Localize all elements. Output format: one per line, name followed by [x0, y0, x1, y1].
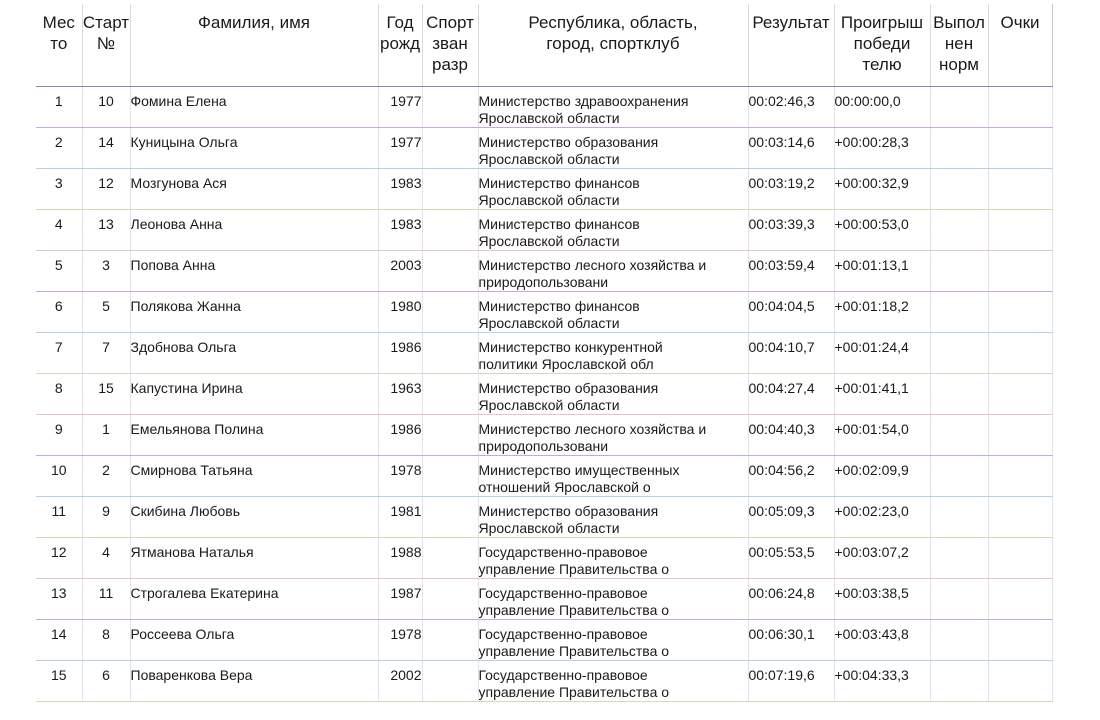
sport-rank-cell — [422, 332, 478, 373]
result-time-cell: 00:05:09,3 — [748, 496, 834, 537]
place-cell: 5 — [36, 250, 82, 291]
header-place: Мес то — [36, 4, 82, 86]
start-number-cell: 14 — [82, 127, 130, 168]
place-cell: 8 — [36, 373, 82, 414]
club-line: Министерство образования — [478, 133, 659, 150]
sport-rank-cell — [422, 291, 478, 332]
table-row — [36, 291, 1052, 332]
table-row — [36, 619, 1052, 660]
header-gap: Проигрыш победи телю — [834, 4, 930, 86]
header-start: Старт № — [82, 4, 130, 86]
results-table — [36, 4, 1053, 702]
table-row — [36, 209, 1052, 250]
birth-year-cell: 1987 — [378, 578, 422, 619]
birth-year-cell: 1977 — [378, 86, 422, 127]
points-cell — [988, 332, 1052, 373]
norm-cell — [930, 578, 988, 619]
birth-year-cell: 1977 — [378, 127, 422, 168]
result-time-cell: 00:02:46,3 — [748, 86, 834, 127]
club-line: Министерство финансов — [478, 174, 640, 191]
athlete-name-cell: Полякова Жанна — [130, 291, 378, 332]
points-cell — [988, 373, 1052, 414]
result-time-cell: 00:07:19,6 — [748, 660, 834, 701]
place-cell: 14 — [36, 619, 82, 660]
club-line: управление Правительства о — [478, 560, 670, 577]
club-line: Ярославской области — [478, 519, 620, 536]
club-line: отношений Ярославской о — [478, 478, 651, 495]
result-time-cell: 00:04:27,4 — [748, 373, 834, 414]
gap-to-winner-cell: +00:00:28,3 — [834, 127, 930, 168]
club-line: Министерство образования — [478, 379, 659, 396]
norm-cell — [930, 86, 988, 127]
club-line: Министерство лесного хозяйства и — [478, 420, 707, 437]
athlete-name-cell: Фомина Елена — [130, 86, 378, 127]
club-line: Ярославской области — [478, 109, 620, 126]
place-cell: 12 — [36, 537, 82, 578]
club-cell — [478, 373, 748, 414]
athlete-name-cell: Капустина Ирина — [130, 373, 378, 414]
athlete-name-cell: Емельянова Полина — [130, 414, 378, 455]
club-line: Министерство финансов — [478, 215, 640, 232]
points-cell — [988, 578, 1052, 619]
club-line: управление Правительства о — [478, 601, 670, 618]
gap-to-winner-cell: +00:00:32,9 — [834, 168, 930, 209]
norm-cell — [930, 496, 988, 537]
club-line: управление Правительства о — [478, 683, 670, 700]
birth-year-cell: 2003 — [378, 250, 422, 291]
start-number-cell: 6 — [82, 660, 130, 701]
birth-year-cell: 2002 — [378, 660, 422, 701]
club-line: Ярославской области — [478, 396, 620, 413]
athlete-name-cell: Мозгунова Ася — [130, 168, 378, 209]
club-line: Министерство имущественных — [478, 461, 680, 478]
result-time-cell: 00:06:24,8 — [748, 578, 834, 619]
sport-rank-cell — [422, 250, 478, 291]
start-number-cell: 3 — [82, 250, 130, 291]
start-number-cell: 13 — [82, 209, 130, 250]
table-row — [36, 660, 1052, 701]
result-time-cell: 00:06:30,1 — [748, 619, 834, 660]
header-rank: Спорт зван разр — [422, 4, 478, 86]
norm-cell — [930, 209, 988, 250]
club-line: Государственно-правовое — [478, 666, 648, 683]
points-cell — [988, 209, 1052, 250]
club-line: Министерство финансов — [478, 297, 640, 314]
club-line: политики Ярославской обл — [478, 355, 654, 372]
sport-rank-cell — [422, 537, 478, 578]
start-number-cell: 12 — [82, 168, 130, 209]
norm-cell — [930, 537, 988, 578]
header-result: Результат — [748, 4, 834, 86]
start-number-cell: 1 — [82, 414, 130, 455]
place-cell: 6 — [36, 291, 82, 332]
header-club: Республика, область, город, спортклуб — [478, 4, 748, 86]
table-row — [36, 168, 1052, 209]
athlete-name-cell: Здобнова Ольга — [130, 332, 378, 373]
points-cell — [988, 455, 1052, 496]
sport-rank-cell — [422, 496, 478, 537]
start-number-cell: 15 — [82, 373, 130, 414]
athlete-name-cell: Россеева Ольга — [130, 619, 378, 660]
points-cell — [988, 127, 1052, 168]
sport-rank-cell — [422, 455, 478, 496]
points-cell — [988, 619, 1052, 660]
club-line: Государственно-правовое — [478, 543, 648, 560]
table-row — [36, 86, 1052, 127]
results-sheet — [36, 4, 1052, 716]
athlete-name-cell: Смирнова Татьяна — [130, 455, 378, 496]
gap-to-winner-cell: +00:01:54,0 — [834, 414, 930, 455]
club-cell — [478, 86, 748, 127]
header-name: Фамилия, имя — [130, 4, 378, 86]
club-line: Государственно-правовое — [478, 625, 648, 642]
start-number-cell: 2 — [82, 455, 130, 496]
birth-year-cell: 1983 — [378, 168, 422, 209]
result-time-cell: 00:04:10,7 — [748, 332, 834, 373]
club-line: управление Правительства о — [478, 642, 670, 659]
points-cell — [988, 660, 1052, 701]
table-row — [36, 414, 1052, 455]
result-time-cell: 00:03:59,4 — [748, 250, 834, 291]
place-cell: 9 — [36, 414, 82, 455]
club-cell — [478, 127, 748, 168]
club-cell — [478, 578, 748, 619]
start-number-cell: 11 — [82, 578, 130, 619]
gap-to-winner-cell: +00:03:38,5 — [834, 578, 930, 619]
points-cell — [988, 291, 1052, 332]
club-line: природопользовани — [478, 437, 609, 454]
club-cell — [478, 209, 748, 250]
club-cell — [478, 455, 748, 496]
birth-year-cell: 1978 — [378, 619, 422, 660]
athlete-name-cell: Попова Анна — [130, 250, 378, 291]
club-line: Министерство здравоохранения — [478, 92, 689, 109]
birth-year-cell: 1978 — [378, 455, 422, 496]
gap-to-winner-cell: +00:01:13,1 — [834, 250, 930, 291]
birth-year-cell: 1963 — [378, 373, 422, 414]
gap-to-winner-cell: +00:01:24,4 — [834, 332, 930, 373]
place-cell: 13 — [36, 578, 82, 619]
gap-to-winner-cell: +00:01:18,2 — [834, 291, 930, 332]
sport-rank-cell — [422, 168, 478, 209]
place-cell: 7 — [36, 332, 82, 373]
norm-cell — [930, 455, 988, 496]
result-time-cell: 00:03:39,3 — [748, 209, 834, 250]
gap-to-winner-cell: +00:00:53,0 — [834, 209, 930, 250]
header-year: Год рожд — [378, 4, 422, 86]
points-cell — [988, 86, 1052, 127]
norm-cell — [930, 250, 988, 291]
norm-cell — [930, 332, 988, 373]
athlete-name-cell: Поваренкова Вера — [130, 660, 378, 701]
club-line: Министерство лесного хозяйства и — [478, 256, 707, 273]
club-cell — [478, 168, 748, 209]
club-line: Министерство конкурентной — [478, 338, 663, 355]
gap-to-winner-cell: 00:00:00,0 — [834, 86, 930, 127]
club-cell — [478, 496, 748, 537]
header-row — [36, 4, 1052, 86]
club-cell — [478, 537, 748, 578]
sport-rank-cell — [422, 86, 478, 127]
points-cell — [988, 414, 1052, 455]
place-cell: 15 — [36, 660, 82, 701]
norm-cell — [930, 373, 988, 414]
table-row — [36, 127, 1052, 168]
start-number-cell: 7 — [82, 332, 130, 373]
header-points: Очки — [988, 4, 1052, 86]
athlete-name-cell: Ятманова Наталья — [130, 537, 378, 578]
club-line: природопользовани — [478, 273, 609, 290]
club-line: Ярославской области — [478, 314, 620, 331]
norm-cell — [930, 660, 988, 701]
table-row — [36, 250, 1052, 291]
norm-cell — [930, 168, 988, 209]
gap-to-winner-cell: +00:02:23,0 — [834, 496, 930, 537]
gap-to-winner-cell: +00:02:09,9 — [834, 455, 930, 496]
club-cell — [478, 250, 748, 291]
sport-rank-cell — [422, 414, 478, 455]
sport-rank-cell — [422, 619, 478, 660]
club-cell — [478, 414, 748, 455]
place-cell: 11 — [36, 496, 82, 537]
place-cell: 3 — [36, 168, 82, 209]
birth-year-cell: 1981 — [378, 496, 422, 537]
club-line: Ярославской области — [478, 191, 620, 208]
gap-to-winner-cell: +00:04:33,3 — [834, 660, 930, 701]
birth-year-cell: 1986 — [378, 332, 422, 373]
club-cell — [478, 619, 748, 660]
club-line: Ярославской области — [478, 150, 620, 167]
place-cell: 2 — [36, 127, 82, 168]
club-cell — [478, 332, 748, 373]
place-cell: 4 — [36, 209, 82, 250]
table-row — [36, 455, 1052, 496]
header-norm: Выпол нен норм — [930, 4, 988, 86]
norm-cell — [930, 414, 988, 455]
points-cell — [988, 496, 1052, 537]
athlete-name-cell: Строгалева Екатерина — [130, 578, 378, 619]
gap-to-winner-cell: +00:03:43,8 — [834, 619, 930, 660]
start-number-cell: 8 — [82, 619, 130, 660]
club-cell — [478, 660, 748, 701]
table-row — [36, 578, 1052, 619]
points-cell — [988, 537, 1052, 578]
result-time-cell: 00:04:04,5 — [748, 291, 834, 332]
start-number-cell: 9 — [82, 496, 130, 537]
points-cell — [988, 168, 1052, 209]
club-line: Государственно-правовое — [478, 584, 648, 601]
sport-rank-cell — [422, 209, 478, 250]
sport-rank-cell — [422, 578, 478, 619]
points-cell — [988, 250, 1052, 291]
result-time-cell: 00:04:56,2 — [748, 455, 834, 496]
result-time-cell: 00:03:14,6 — [748, 127, 834, 168]
results-body — [36, 86, 1052, 701]
table-row — [36, 537, 1052, 578]
sport-rank-cell — [422, 373, 478, 414]
result-time-cell: 00:03:19,2 — [748, 168, 834, 209]
club-line: Ярославской области — [478, 232, 620, 249]
result-time-cell: 00:04:40,3 — [748, 414, 834, 455]
club-line: Министерство образования — [478, 502, 659, 519]
athlete-name-cell: Леонова Анна — [130, 209, 378, 250]
birth-year-cell: 1983 — [378, 209, 422, 250]
gap-to-winner-cell: +00:03:07,2 — [834, 537, 930, 578]
result-time-cell: 00:05:53,5 — [748, 537, 834, 578]
table-row — [36, 332, 1052, 373]
start-number-cell: 10 — [82, 86, 130, 127]
sport-rank-cell — [422, 127, 478, 168]
birth-year-cell: 1980 — [378, 291, 422, 332]
place-cell: 1 — [36, 86, 82, 127]
birth-year-cell: 1988 — [378, 537, 422, 578]
place-cell: 10 — [36, 455, 82, 496]
norm-cell — [930, 619, 988, 660]
norm-cell — [930, 291, 988, 332]
norm-cell — [930, 127, 988, 168]
athlete-name-cell: Скибина Любовь — [130, 496, 378, 537]
birth-year-cell: 1986 — [378, 414, 422, 455]
sport-rank-cell — [422, 660, 478, 701]
gap-to-winner-cell: +00:01:41,1 — [834, 373, 930, 414]
club-cell — [478, 291, 748, 332]
start-number-cell: 4 — [82, 537, 130, 578]
table-row — [36, 496, 1052, 537]
table-row — [36, 373, 1052, 414]
start-number-cell: 5 — [82, 291, 130, 332]
athlete-name-cell: Куницына Ольга — [130, 127, 378, 168]
